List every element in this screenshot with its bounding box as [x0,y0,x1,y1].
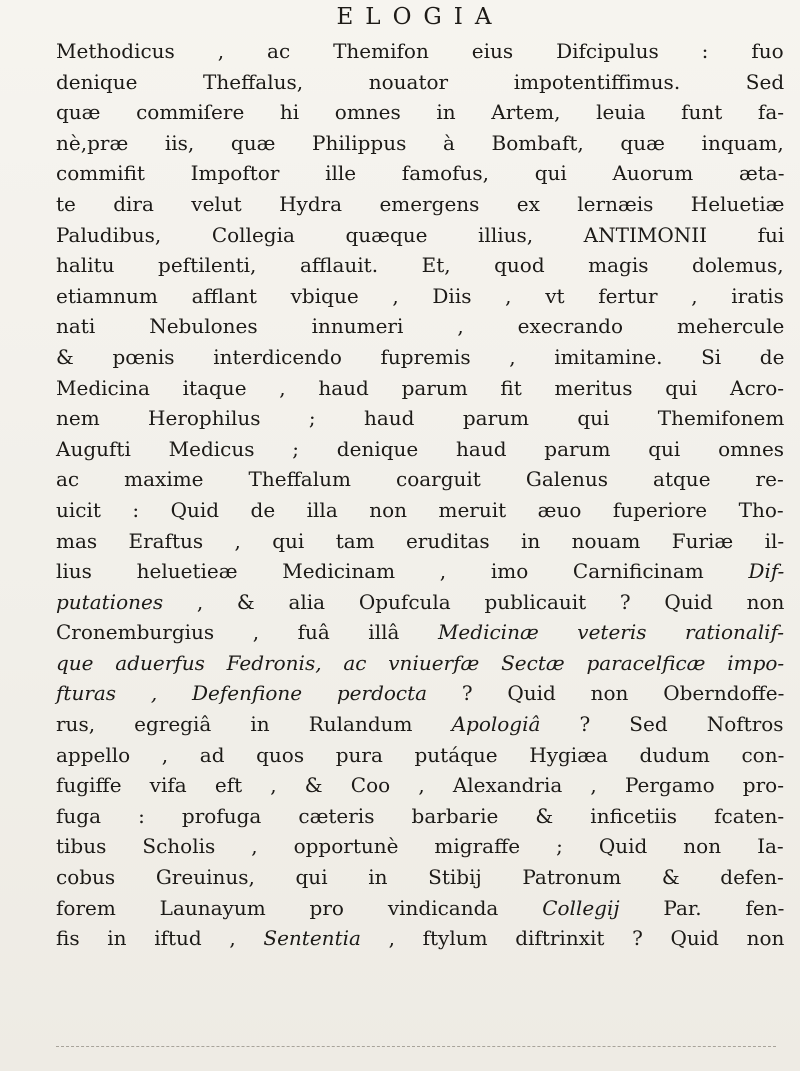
text-segment: fis in iftud , [56,926,264,951]
text-line [56,281,784,312]
text-segment: Augufti Medicus ; denique haud parum qui omnes [56,436,785,461]
text-line [56,311,784,342]
text-line [56,648,784,679]
text-segment: ac maxime Theffalum coarguit Galenus atque re- [56,467,784,492]
bottom-rule [56,1046,776,1048]
text-segment: uicit : Quid de illa non meruit æuo fuperiore Tho- [56,497,784,522]
text-segment: appello , ad quos pura putáque Hygiæa dudum con- [56,742,785,767]
text-segment: fugiffe vifa eft , & Coo , Alexandria , Pergamo pro- [56,773,784,798]
text-segment: rus, egregiâ in Rulandum [56,712,452,737]
italic-segment: putationes [56,589,164,614]
text-segment: cobus Greuinus, qui in Stibij Patronum & defen- [56,865,784,890]
text-segment: & pœnis interdicendo fupremis , imitamine. Si de [56,344,785,369]
text-line [56,862,784,893]
text-line [56,189,784,220]
text-segment: , ftylum diftrinxit ? Quid non [360,926,785,951]
text-line [56,97,784,128]
text-segment: mas Eraftus , qui tam eruditas in nouam Furiæ il- [56,528,785,553]
text-line [56,556,784,587]
text-line [56,158,784,189]
text-segment: nem Herophilus ; haud parum qui Themifonem [56,406,785,431]
text-segment: denique Theffalus, nouator impotentiffimus. Sed [56,69,785,94]
text-segment: forem Launayum pro vindicanda [56,895,543,920]
text-line [56,923,784,954]
text-line [56,587,784,618]
italic-segment: que aduerfus Fedronis, ac vniuerfæ Sectæ paracelficæ impo- [56,650,785,675]
text-segment: Par. fen- [619,895,785,920]
text-segment: lius heluetieæ Medicinam , imo Carnificinam [56,559,749,584]
text-line [56,740,784,771]
body-text [56,36,784,954]
text-segment: tibus Scholis , opportunè migraffe ; Quid non Ia- [56,834,784,859]
text-line [56,220,784,251]
text-line [56,526,784,557]
text-line [56,617,784,648]
text-line [56,128,784,159]
text-line [56,250,784,281]
running-head: ELOGIA [336,4,504,30]
italic-segment: Medicinæ veteris rationalif- [437,620,785,645]
italic-segment: Collegij [542,895,620,920]
text-segment: Cronemburgius , fuâ illâ [56,620,438,645]
text-line [56,893,784,924]
text-line [56,678,784,709]
text-segment: ? Sed Noftros [540,712,784,737]
text-segment: fuga : profuga cæteris barbarie & inficetiis fcaten- [56,803,785,828]
italic-segment: fturas , Defenfione perdocta [56,681,428,706]
italic-segment: Dif- [748,559,785,584]
text-segment: Medicina itaque , haud parum fit meritus qui Acro- [56,375,785,400]
text-segment: , & alia Opufcula publicauit ? Quid non [163,589,785,614]
text-segment: Paludibus, Collegia quæque illius, ANTIMONII fui [56,222,785,247]
text-line [56,36,784,67]
text-segment: te dira velut Hydra emergens ex lernæis Heluetiæ [56,191,785,216]
text-segment: nè,præ iis, quæ Philippus à Bombaft, quæ inquam, [56,130,784,155]
text-line [56,770,784,801]
text-line [56,801,784,832]
text-segment: etiamnum afflant vbique , Diis , vt fertur , iratis [56,283,784,308]
text-line [56,373,784,404]
italic-segment: Sententia [263,926,361,951]
text-line [56,342,784,373]
text-segment: halitu peftilenti, afflauit. Et, quod magis dolemus, [56,253,784,278]
text-segment: quæ commiſere hi omnes in Artem, leuia funt fa- [56,100,785,125]
text-segment: ? Quid non Oberndoffe- [427,681,785,706]
text-line [56,434,784,465]
text-segment: commifit Impoftor ille famofus, qui Auorum æta- [56,161,785,186]
text-line [56,831,784,862]
text-line [56,67,784,98]
text-segment: Methodicus , ac Themifon eius Difcipulus : fuo [56,39,784,63]
text-line [56,709,784,740]
text-line [56,403,784,434]
italic-segment: Apologiâ [451,712,541,737]
text-line [56,495,784,526]
text-line [56,464,784,495]
text-segment: nati Nebulones innumeri , execrando mehercule [56,314,785,339]
